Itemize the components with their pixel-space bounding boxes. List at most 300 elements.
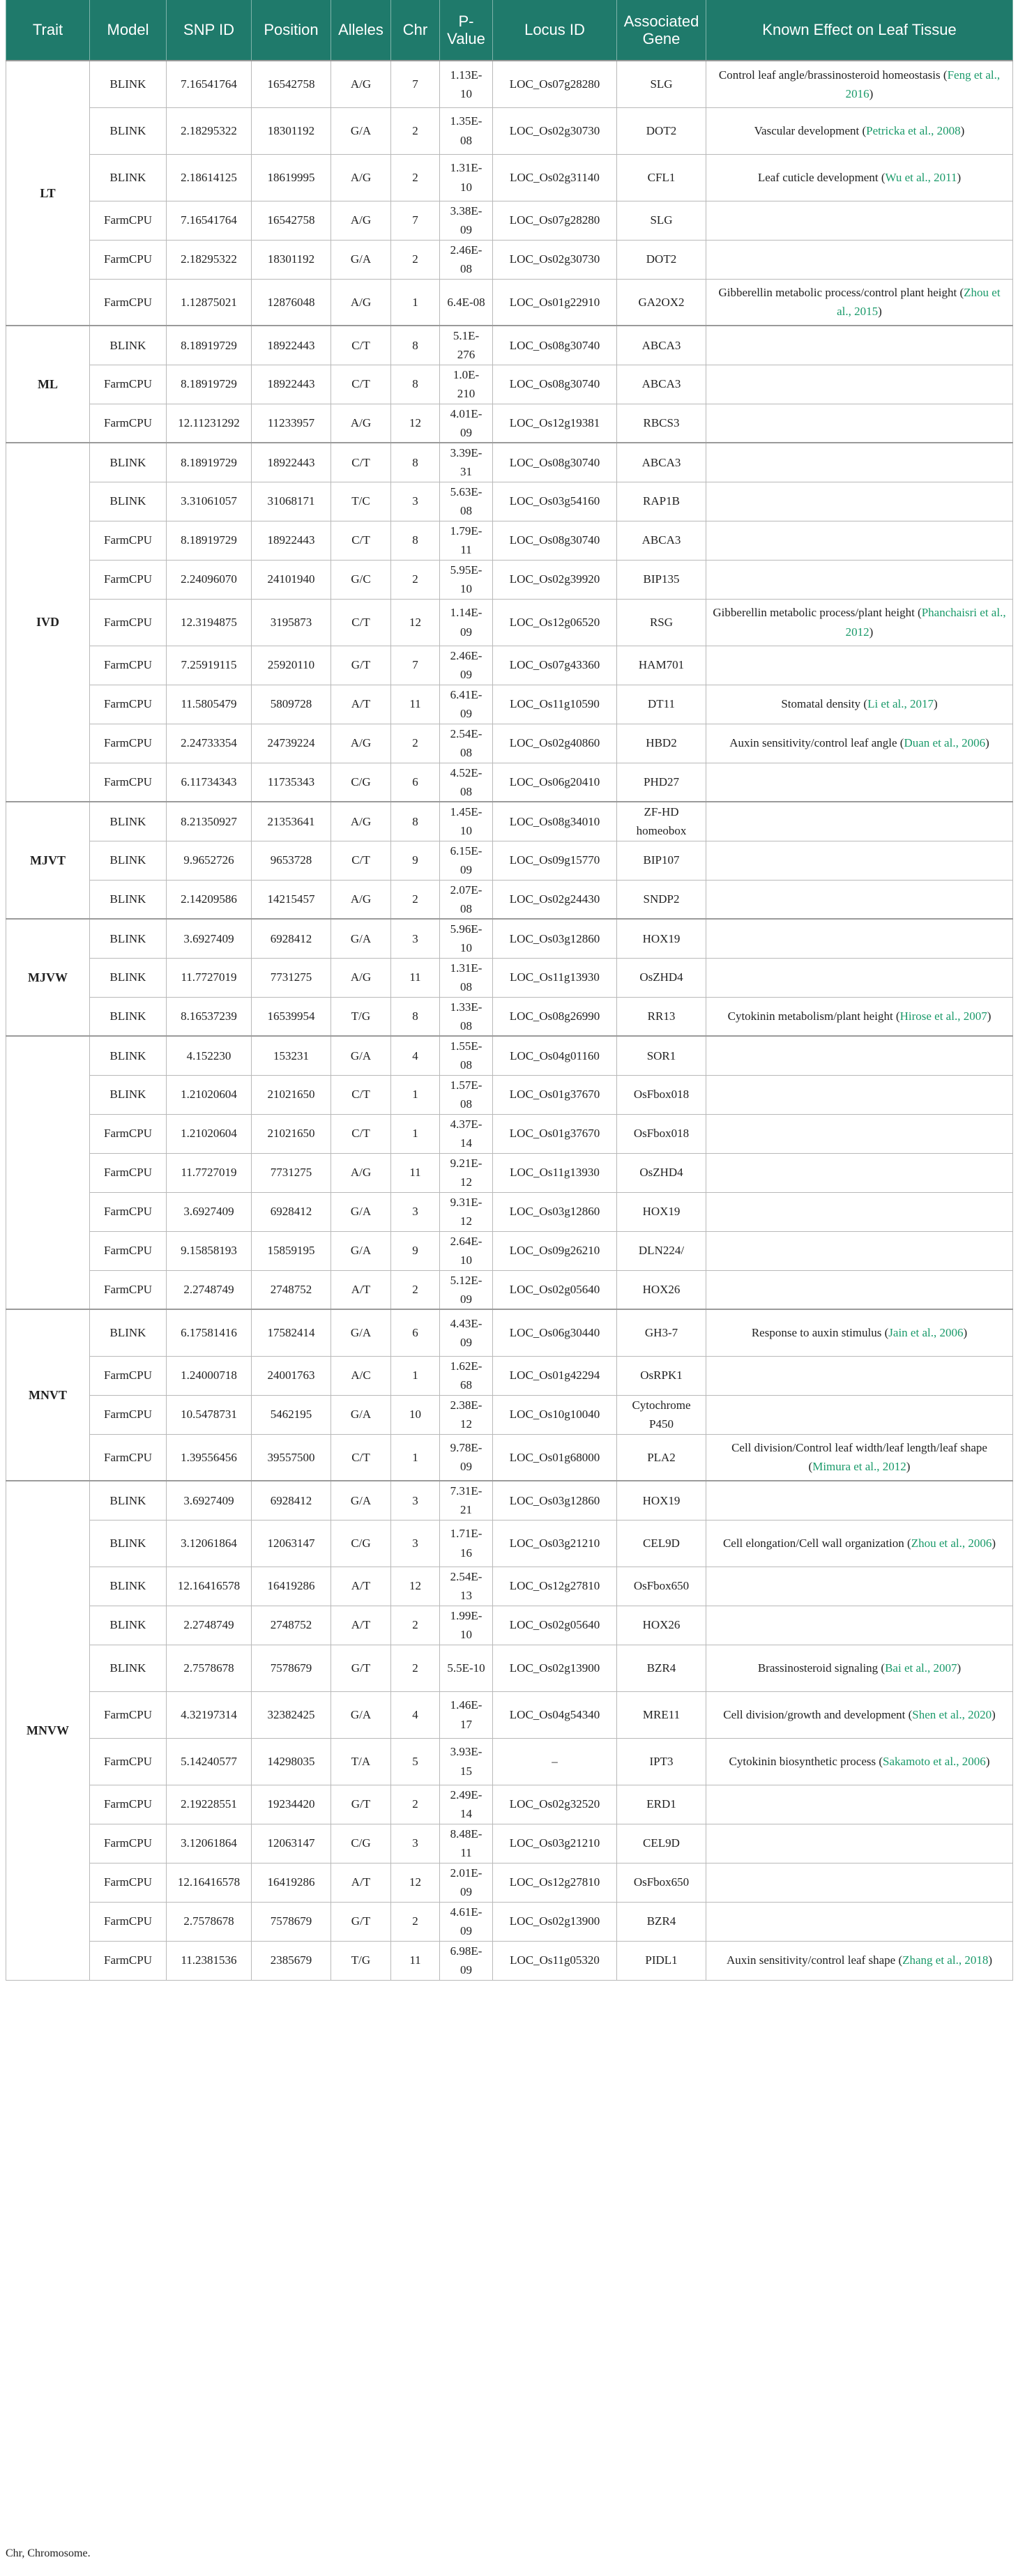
locus-id-cell: LOC_Os03g54160: [493, 482, 617, 521]
table-row: [6, 1785, 1013, 1824]
locus-id-cell: LOC_Os08g26990: [493, 997, 617, 1036]
chr-cell: 1: [391, 1434, 440, 1481]
table-row: [6, 958, 1013, 997]
known-effect-cell: Response to auxin stimulus (Jain et al., 2006): [706, 1309, 1013, 1356]
snp-id-cell: 9.15858193: [167, 1231, 252, 1270]
table-row: [6, 1691, 1013, 1738]
effect-text: Cytokinin metabolism/plant height: [727, 1009, 893, 1023]
model-cell: FarmCPU: [90, 560, 167, 599]
alleles-cell: A/G: [331, 724, 391, 763]
effect-text: Cell elongation/Cell wall organization: [722, 1536, 904, 1550]
column-header: Known Effect on Leaf Tissue: [706, 0, 1013, 61]
alleles-cell: T/G: [331, 1941, 391, 1980]
snp-id-cell: 8.18919729: [167, 326, 252, 365]
alleles-cell: G/C: [331, 560, 391, 599]
alleles-cell: A/G: [331, 1153, 391, 1192]
position-cell: 18922443: [252, 443, 331, 482]
position-cell: 18301192: [252, 240, 331, 279]
known-effect-cell: [706, 1036, 1013, 1075]
effect-text: Auxin sensitivity/control leaf angle: [729, 736, 897, 750]
locus-id-cell: LOC_Os03g21210: [493, 1520, 617, 1567]
p-value-cell: 1.33E-08: [440, 997, 493, 1036]
gene-cell: HOX19: [617, 919, 706, 958]
position-cell: 16542758: [252, 61, 331, 107]
model-cell: FarmCPU: [90, 365, 167, 404]
alleles-cell: A/T: [331, 1270, 391, 1309]
model-cell: FarmCPU: [90, 521, 167, 560]
gene-cell: GA2OX2: [617, 279, 706, 326]
p-value-cell: 9.21E-12: [440, 1153, 493, 1192]
gene-cell: OsZHD4: [617, 958, 706, 997]
chr-cell: 11: [391, 958, 440, 997]
alleles-cell: T/A: [331, 1738, 391, 1785]
model-cell: BLINK: [90, 841, 167, 880]
known-effect-cell: [706, 240, 1013, 279]
chr-cell: 2: [391, 240, 440, 279]
model-cell: FarmCPU: [90, 1738, 167, 1785]
gene-cell: SNDP2: [617, 880, 706, 919]
model-cell: FarmCPU: [90, 1270, 167, 1309]
snp-id-cell: 2.18295322: [167, 240, 252, 279]
model-cell: FarmCPU: [90, 1941, 167, 1980]
gene-cell: RBCS3: [617, 404, 706, 443]
alleles-cell: A/G: [331, 958, 391, 997]
alleles-cell: C/G: [331, 763, 391, 802]
table-row: [6, 1567, 1013, 1606]
table-row: [6, 61, 1013, 107]
p-value-cell: 1.13E-10: [440, 61, 493, 107]
position-cell: 2748752: [252, 1270, 331, 1309]
gene-cell: IPT3: [617, 1738, 706, 1785]
chr-cell: 7: [391, 61, 440, 107]
position-cell: 12063147: [252, 1824, 331, 1863]
table-footnote: Chr, Chromosome.: [6, 2547, 91, 2559]
position-cell: 16419286: [252, 1567, 331, 1606]
alleles-cell: A/G: [331, 802, 391, 841]
alleles-cell: A/G: [331, 61, 391, 107]
alleles-cell: C/T: [331, 443, 391, 482]
p-value-cell: 1.31E-08: [440, 958, 493, 997]
table-row: [6, 599, 1013, 646]
effect-text: Gibberellin metabolic process/plant height: [713, 606, 915, 620]
chr-cell: 1: [391, 1356, 440, 1395]
p-value-cell: 2.49E-14: [440, 1785, 493, 1824]
locus-id-cell: LOC_Os02g32520: [493, 1785, 617, 1824]
table-row: [6, 841, 1013, 880]
model-cell: BLINK: [90, 443, 167, 482]
table-body: [6, 61, 1013, 1980]
position-cell: 2385679: [252, 1941, 331, 1980]
snp-id-cell: 12.11231292: [167, 404, 252, 443]
gene-cell: CFL1: [617, 154, 706, 201]
table-row: [6, 1231, 1013, 1270]
gene-cell: HOX19: [617, 1481, 706, 1520]
snp-id-cell: 3.12061864: [167, 1520, 252, 1567]
table-row: [6, 1309, 1013, 1356]
snp-id-cell: 1.21020604: [167, 1114, 252, 1153]
gene-cell: OsFbox650: [617, 1567, 706, 1606]
model-cell: BLINK: [90, 154, 167, 201]
citation-link[interactable]: Phanchaisri et al., 2012: [845, 606, 1006, 639]
locus-id-cell: LOC_Os01g22910: [493, 279, 617, 326]
chr-cell: 2: [391, 1270, 440, 1309]
table-row: [6, 1192, 1013, 1231]
chr-cell: 2: [391, 1785, 440, 1824]
model-cell: FarmCPU: [90, 1824, 167, 1863]
chr-cell: 9: [391, 841, 440, 880]
p-value-cell: 1.46E-17: [440, 1691, 493, 1738]
position-cell: 39557500: [252, 1434, 331, 1481]
locus-id-cell: LOC_Os02g40860: [493, 724, 617, 763]
alleles-cell: C/T: [331, 841, 391, 880]
locus-id-cell: LOC_Os02g05640: [493, 1606, 617, 1645]
known-effect-cell: Leaf cuticle development (Wu et al., 2011): [706, 154, 1013, 201]
citation-link[interactable]: Petricka et al., 2008: [866, 123, 961, 137]
gene-cell: CEL9D: [617, 1520, 706, 1567]
position-cell: 31068171: [252, 482, 331, 521]
trait-cell: IVD: [6, 443, 90, 802]
position-cell: 9653728: [252, 841, 331, 880]
alleles-cell: G/A: [331, 1481, 391, 1520]
effect-text: Cell division/Control leaf width/leaf length/leaf shape: [731, 1441, 987, 1455]
effect-text: Response to auxin stimulus: [751, 1326, 882, 1340]
citation-link[interactable]: Hirose et al., 2007: [899, 1009, 987, 1023]
column-header: Chr: [391, 0, 440, 61]
position-cell: 6928412: [252, 919, 331, 958]
known-effect-cell: [706, 880, 1013, 919]
model-cell: FarmCPU: [90, 1785, 167, 1824]
known-effect-cell: [706, 1824, 1013, 1863]
locus-id-cell: LOC_Os12g19381: [493, 404, 617, 443]
locus-id-cell: LOC_Os11g05320: [493, 1941, 617, 1980]
position-cell: 18922443: [252, 521, 331, 560]
known-effect-cell: Auxin sensitivity/control leaf angle (Duan et al., 2006): [706, 724, 1013, 763]
table-row: [6, 1075, 1013, 1114]
alleles-cell: A/G: [331, 880, 391, 919]
locus-id-cell: LOC_Os02g13900: [493, 1902, 617, 1941]
chr-cell: 8: [391, 365, 440, 404]
table-row: [6, 1395, 1013, 1434]
position-cell: 11233957: [252, 404, 331, 443]
known-effect-cell: [706, 1114, 1013, 1153]
snp-id-cell: 3.31061057: [167, 482, 252, 521]
column-header: SNP ID: [167, 0, 252, 61]
chr-cell: 12: [391, 1863, 440, 1902]
model-cell: BLINK: [90, 919, 167, 958]
p-value-cell: 4.43E-09: [440, 1309, 493, 1356]
chr-cell: 3: [391, 1481, 440, 1520]
alleles-cell: T/C: [331, 482, 391, 521]
citation-link[interactable]: Shen et al., 2020: [912, 1707, 992, 1721]
known-effect-cell: [706, 1231, 1013, 1270]
column-header: Locus ID: [493, 0, 617, 61]
citation-link[interactable]: Zhou et al., 2015: [837, 286, 1001, 319]
alleles-cell: G/A: [331, 919, 391, 958]
p-value-cell: 5.63E-08: [440, 482, 493, 521]
model-cell: FarmCPU: [90, 1902, 167, 1941]
snp-id-cell: 2.24733354: [167, 724, 252, 763]
table-row: [6, 107, 1013, 154]
chr-cell: 12: [391, 1567, 440, 1606]
citation-link[interactable]: Duan et al., 2006: [904, 736, 986, 750]
position-cell: 6928412: [252, 1481, 331, 1520]
table-row: [6, 802, 1013, 841]
model-cell: FarmCPU: [90, 1434, 167, 1481]
p-value-cell: 1.71E-16: [440, 1520, 493, 1567]
p-value-cell: 1.45E-10: [440, 802, 493, 841]
position-cell: 12063147: [252, 1520, 331, 1567]
model-cell: BLINK: [90, 802, 167, 841]
known-effect-cell: Stomatal density (Li et al., 2017): [706, 685, 1013, 724]
p-value-cell: 2.07E-08: [440, 880, 493, 919]
table-row: [6, 326, 1013, 365]
chr-cell: 3: [391, 1520, 440, 1567]
alleles-cell: C/T: [331, 326, 391, 365]
snp-id-cell: 8.18919729: [167, 365, 252, 404]
model-cell: FarmCPU: [90, 240, 167, 279]
column-header: Trait: [6, 0, 90, 61]
position-cell: 18922443: [252, 365, 331, 404]
alleles-cell: A/G: [331, 154, 391, 201]
snp-id-cell: 11.5805479: [167, 685, 252, 724]
table-row: [6, 365, 1013, 404]
table-row: [6, 646, 1013, 685]
position-cell: 16419286: [252, 1863, 331, 1902]
table-row: [6, 1645, 1013, 1691]
model-cell: BLINK: [90, 1645, 167, 1691]
p-value-cell: 1.55E-08: [440, 1036, 493, 1075]
chr-cell: 3: [391, 482, 440, 521]
chr-cell: 2: [391, 154, 440, 201]
known-effect-cell: Control leaf angle/brassinosteroid homeostasis (Feng et al., 2016): [706, 61, 1013, 107]
locus-id-cell: LOC_Os08g34010: [493, 802, 617, 841]
gene-cell: PHD27: [617, 763, 706, 802]
table-row: [6, 685, 1013, 724]
snp-id-cell: 1.21020604: [167, 1075, 252, 1114]
known-effect-cell: Auxin sensitivity/control leaf shape (Zhang et al., 2018): [706, 1941, 1013, 1980]
p-value-cell: 5.95E-10: [440, 560, 493, 599]
chr-cell: 4: [391, 1691, 440, 1738]
table-row: [6, 154, 1013, 201]
alleles-cell: G/A: [331, 1691, 391, 1738]
known-effect-cell: [706, 841, 1013, 880]
position-cell: 11735343: [252, 763, 331, 802]
model-cell: BLINK: [90, 1606, 167, 1645]
known-effect-cell: [706, 1567, 1013, 1606]
model-cell: BLINK: [90, 482, 167, 521]
model-cell: FarmCPU: [90, 1395, 167, 1434]
chr-cell: 11: [391, 1941, 440, 1980]
citation-link[interactable]: Li et al., 2017: [867, 697, 934, 711]
position-cell: 16542758: [252, 201, 331, 240]
position-cell: 14215457: [252, 880, 331, 919]
model-cell: FarmCPU: [90, 1114, 167, 1153]
position-cell: 21021650: [252, 1075, 331, 1114]
known-effect-cell: [706, 646, 1013, 685]
alleles-cell: G/A: [331, 240, 391, 279]
chr-cell: 8: [391, 521, 440, 560]
snp-id-cell: 1.24000718: [167, 1356, 252, 1395]
alleles-cell: G/T: [331, 1902, 391, 1941]
gene-cell: HBD2: [617, 724, 706, 763]
p-value-cell: 1.62E-68: [440, 1356, 493, 1395]
citation-link[interactable]: Bai et al., 2007: [885, 1661, 957, 1675]
position-cell: 21353641: [252, 802, 331, 841]
model-cell: FarmCPU: [90, 279, 167, 326]
alleles-cell: A/G: [331, 201, 391, 240]
gene-cell: SLG: [617, 201, 706, 240]
position-cell: 17582414: [252, 1309, 331, 1356]
alleles-cell: C/T: [331, 599, 391, 646]
chr-cell: 2: [391, 880, 440, 919]
locus-id-cell: LOC_Os09g26210: [493, 1231, 617, 1270]
gene-cell: BZR4: [617, 1902, 706, 1941]
position-cell: 3195873: [252, 599, 331, 646]
trait-cell: LT: [6, 61, 90, 326]
table-row: [6, 1481, 1013, 1520]
effect-text: Leaf cuticle development: [757, 170, 879, 184]
locus-id-cell: LOC_Os12g06520: [493, 599, 617, 646]
alleles-cell: G/A: [331, 1192, 391, 1231]
position-cell: 5809728: [252, 685, 331, 724]
citation-link[interactable]: Feng et al., 2016: [845, 68, 1001, 100]
alleles-cell: C/G: [331, 1520, 391, 1567]
p-value-cell: 1.57E-08: [440, 1075, 493, 1114]
table-row: [6, 1036, 1013, 1075]
table-row: [6, 1153, 1013, 1192]
position-cell: 16539954: [252, 997, 331, 1036]
p-value-cell: 1.14E-09: [440, 599, 493, 646]
table-row: [6, 240, 1013, 279]
chr-cell: 8: [391, 326, 440, 365]
citation-link[interactable]: Mimura et al., 2012: [812, 1460, 906, 1474]
locus-id-cell: LOC_Os03g12860: [493, 1481, 617, 1520]
chr-cell: 2: [391, 1645, 440, 1691]
snp-id-cell: 2.18295322: [167, 107, 252, 154]
p-value-cell: 2.46E-09: [440, 646, 493, 685]
locus-id-cell: LOC_Os12g27810: [493, 1567, 617, 1606]
column-header: Position: [252, 0, 331, 61]
locus-id-cell: LOC_Os03g12860: [493, 919, 617, 958]
gene-cell: OsFbox018: [617, 1075, 706, 1114]
gene-cell: OsFbox650: [617, 1863, 706, 1902]
snp-id-cell: 4.32197314: [167, 1691, 252, 1738]
chr-cell: 4: [391, 1036, 440, 1075]
gene-cell: ERD1: [617, 1785, 706, 1824]
trait-cell: MNVW: [6, 1481, 90, 1980]
p-value-cell: 1.31E-10: [440, 154, 493, 201]
chr-cell: 2: [391, 107, 440, 154]
known-effect-cell: [706, 763, 1013, 802]
citation-link[interactable]: Zhang et al., 2018: [902, 1953, 989, 1967]
snp-id-cell: 6.11734343: [167, 763, 252, 802]
snp-id-cell: 2.18614125: [167, 154, 252, 201]
locus-id-cell: LOC_Os03g21210: [493, 1824, 617, 1863]
chr-cell: 3: [391, 1192, 440, 1231]
gene-cell: HAM701: [617, 646, 706, 685]
p-value-cell: 6.41E-09: [440, 685, 493, 724]
p-value-cell: 1.0E-210: [440, 365, 493, 404]
locus-id-cell: LOC_Os01g42294: [493, 1356, 617, 1395]
snp-id-cell: 8.16537239: [167, 997, 252, 1036]
gene-cell: ABCA3: [617, 443, 706, 482]
alleles-cell: C/G: [331, 1824, 391, 1863]
gene-cell: BIP107: [617, 841, 706, 880]
table-row: [6, 443, 1013, 482]
p-value-cell: 5.12E-09: [440, 1270, 493, 1309]
p-value-cell: 2.01E-09: [440, 1863, 493, 1902]
p-value-cell: 9.78E-09: [440, 1434, 493, 1481]
table-row: [6, 1356, 1013, 1395]
position-cell: 21021650: [252, 1114, 331, 1153]
p-value-cell: 4.37E-14: [440, 1114, 493, 1153]
position-cell: 19234420: [252, 1785, 331, 1824]
position-cell: 12876048: [252, 279, 331, 326]
alleles-cell: A/C: [331, 1356, 391, 1395]
snp-id-cell: 10.5478731: [167, 1395, 252, 1434]
chr-cell: 8: [391, 997, 440, 1036]
known-effect-cell: Brassinosteroid signaling (Bai et al., 2007): [706, 1645, 1013, 1691]
table-row: [6, 1824, 1013, 1863]
chr-cell: 2: [391, 1606, 440, 1645]
position-cell: 24001763: [252, 1356, 331, 1395]
chr-cell: 1: [391, 1114, 440, 1153]
table-row: [6, 521, 1013, 560]
position-cell: 32382425: [252, 1691, 331, 1738]
model-cell: BLINK: [90, 958, 167, 997]
snp-id-cell: 7.16541764: [167, 61, 252, 107]
p-value-cell: 6.4E-08: [440, 279, 493, 326]
table-row: [6, 1270, 1013, 1309]
alleles-cell: C/T: [331, 1114, 391, 1153]
table-row: [6, 1606, 1013, 1645]
gene-cell: RSG: [617, 599, 706, 646]
snp-id-cell: 12.16416578: [167, 1863, 252, 1902]
position-cell: 7731275: [252, 1153, 331, 1192]
locus-id-cell: LOC_Os03g12860: [493, 1192, 617, 1231]
citation-link[interactable]: Jain et al., 2006: [888, 1326, 964, 1340]
position-cell: 24739224: [252, 724, 331, 763]
locus-id-cell: LOC_Os02g39920: [493, 560, 617, 599]
table-row: [6, 279, 1013, 326]
citation-link[interactable]: Zhou et al., 2006: [911, 1536, 992, 1550]
p-value-cell: 3.38E-09: [440, 201, 493, 240]
citation-link[interactable]: Sakamoto et al., 2006: [883, 1754, 986, 1768]
chr-cell: 1: [391, 279, 440, 326]
citation-link[interactable]: Wu et al., 2011: [885, 170, 957, 184]
locus-id-cell: LOC_Os08g30740: [493, 326, 617, 365]
known-effect-cell: Cell elongation/Cell wall organization (Zhou et al., 2006): [706, 1520, 1013, 1567]
column-header: Model: [90, 0, 167, 61]
table-row: [6, 560, 1013, 599]
locus-id-cell: LOC_Os01g37670: [493, 1114, 617, 1153]
snp-id-cell: 1.39556456: [167, 1434, 252, 1481]
locus-id-cell: LOC_Os11g13930: [493, 958, 617, 997]
alleles-cell: C/T: [331, 521, 391, 560]
alleles-cell: A/T: [331, 685, 391, 724]
known-effect-cell: Gibberellin metabolic process/plant height (Phanchaisri et al., 2012): [706, 599, 1013, 646]
effect-text: Cell division/growth and development: [723, 1707, 906, 1721]
table-row: [6, 763, 1013, 802]
model-cell: FarmCPU: [90, 724, 167, 763]
locus-id-cell: LOC_Os02g05640: [493, 1270, 617, 1309]
model-cell: FarmCPU: [90, 201, 167, 240]
snp-id-cell: 3.12061864: [167, 1824, 252, 1863]
gene-cell: GH3-7: [617, 1309, 706, 1356]
p-value-cell: 2.38E-12: [440, 1395, 493, 1434]
effect-text: Brassinosteroid signaling: [757, 1661, 879, 1675]
chr-cell: 2: [391, 724, 440, 763]
